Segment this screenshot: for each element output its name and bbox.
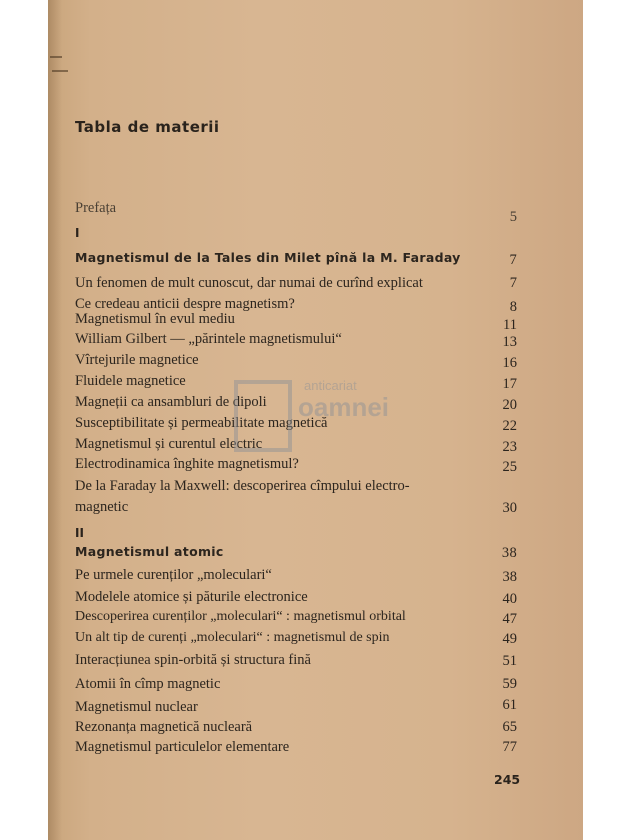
toc-entry — [75, 352, 517, 374]
watermark-text-top: anticariat — [304, 378, 357, 393]
entry-title: Un alt tip de curenți „moleculari“ : magnetismul de spin — [75, 630, 390, 645]
toc-entry — [75, 275, 517, 297]
entry-title: Magnetismul particulelor elementare — [75, 739, 290, 755]
toc-entry — [75, 676, 517, 698]
toc-entry — [75, 739, 517, 761]
part-title-text: Magnetismul atomic — [75, 544, 224, 559]
page-number: 245 — [494, 772, 521, 787]
entry-page: 25 — [502, 459, 517, 475]
entry-page: 49 — [502, 631, 517, 647]
entry-title: Pe urmele curenților „moleculari“ — [75, 567, 272, 583]
toc-entry — [75, 589, 517, 611]
entry-page: 77 — [502, 739, 517, 755]
entry-page: 65 — [502, 719, 517, 735]
entry-page: 40 — [502, 591, 517, 607]
entry-page: 20 — [502, 397, 517, 413]
entry-page: 30 — [502, 500, 517, 516]
entry-title: Magnetismul nuclear — [75, 699, 198, 715]
entry-title: Rezonanța magnetică nucleară — [75, 719, 253, 735]
toc-entry — [75, 567, 517, 589]
entry-title: Magnetismul în evul mediu — [75, 311, 235, 327]
entry-title: Ce credeau anticii despre magnetism? — [75, 296, 295, 312]
margin-mark — [52, 70, 68, 72]
toc-entry-multiline — [75, 478, 517, 522]
entry-title: Fluidele magnetice — [75, 373, 186, 389]
entry-title: Atomii în cîmp magnetic — [75, 676, 221, 692]
toc-entry — [75, 630, 517, 652]
entry-page: 51 — [502, 653, 517, 669]
toc-entry — [75, 652, 517, 674]
entry-page: 47 — [502, 611, 517, 627]
entry-page: 13 — [502, 334, 517, 350]
part-title-text: Magnetismul de la Tales din Milet pînă la M. Faraday — [75, 250, 461, 265]
entry-page: 61 — [502, 697, 517, 713]
toc-entry — [75, 311, 517, 333]
entry-page: 22 — [502, 418, 517, 434]
part-title — [75, 544, 517, 566]
entry-page: 23 — [502, 439, 517, 455]
entry-title: Modelele atomice și păturile electronice — [75, 589, 308, 605]
entry-page: 38 — [502, 569, 517, 585]
entry-page: 8 — [509, 299, 517, 315]
entry-title: William Gilbert — „părintele magnetismului“ — [75, 331, 342, 347]
margin-mark — [50, 56, 62, 58]
entry-title: Prefața — [75, 200, 117, 216]
entry-page: 7 — [509, 275, 517, 291]
toc-entry — [75, 331, 517, 353]
watermark-logo — [234, 376, 434, 456]
entry-title: Vîrtejurile magnetice — [75, 352, 199, 368]
entry-page: 5 — [509, 209, 517, 225]
toc-entry — [75, 456, 517, 478]
entry-title-line2: magnetic — [75, 499, 129, 515]
entry-title: Descoperirea curenților „moleculari“ : magnetismul orbital — [75, 609, 406, 624]
part-title — [75, 250, 517, 272]
toc-entry-preface — [75, 200, 517, 225]
entry-title: Magneții ca ansambluri de dipoli — [75, 394, 267, 410]
part-numeral: II — [75, 526, 84, 540]
watermark-frame-icon — [234, 380, 292, 452]
entry-page: 7 — [509, 252, 517, 268]
entry-page: 59 — [502, 676, 517, 692]
book-page — [48, 0, 583, 840]
toc-entry — [75, 699, 517, 721]
toc-entry — [75, 609, 517, 631]
entry-page: 17 — [502, 376, 517, 392]
entry-title: Interacțiunea spin-orbită și structura fină — [75, 652, 311, 668]
toc-entry — [75, 719, 517, 741]
entry-title-line1: De la Faraday la Maxwell: descoperirea cîmpului electro- — [75, 478, 410, 494]
entry-title: Un fenomen de mult cunoscut, dar numai de curînd explicat — [75, 275, 423, 291]
entry-title: Magnetismul și curentul electric — [75, 436, 263, 452]
entry-page: 16 — [502, 355, 517, 371]
toc-heading: Tabla de materii — [75, 118, 220, 136]
entry-page: 38 — [501, 545, 517, 561]
entry-title: Electrodinamica înghite magnetismul? — [75, 456, 299, 472]
entry-page: 11 — [503, 317, 517, 333]
entry-title: Susceptibilitate și permeabilitate magnetică — [75, 415, 328, 431]
watermark-text-main: oamnei — [298, 392, 390, 422]
part-numeral: I — [75, 226, 80, 240]
